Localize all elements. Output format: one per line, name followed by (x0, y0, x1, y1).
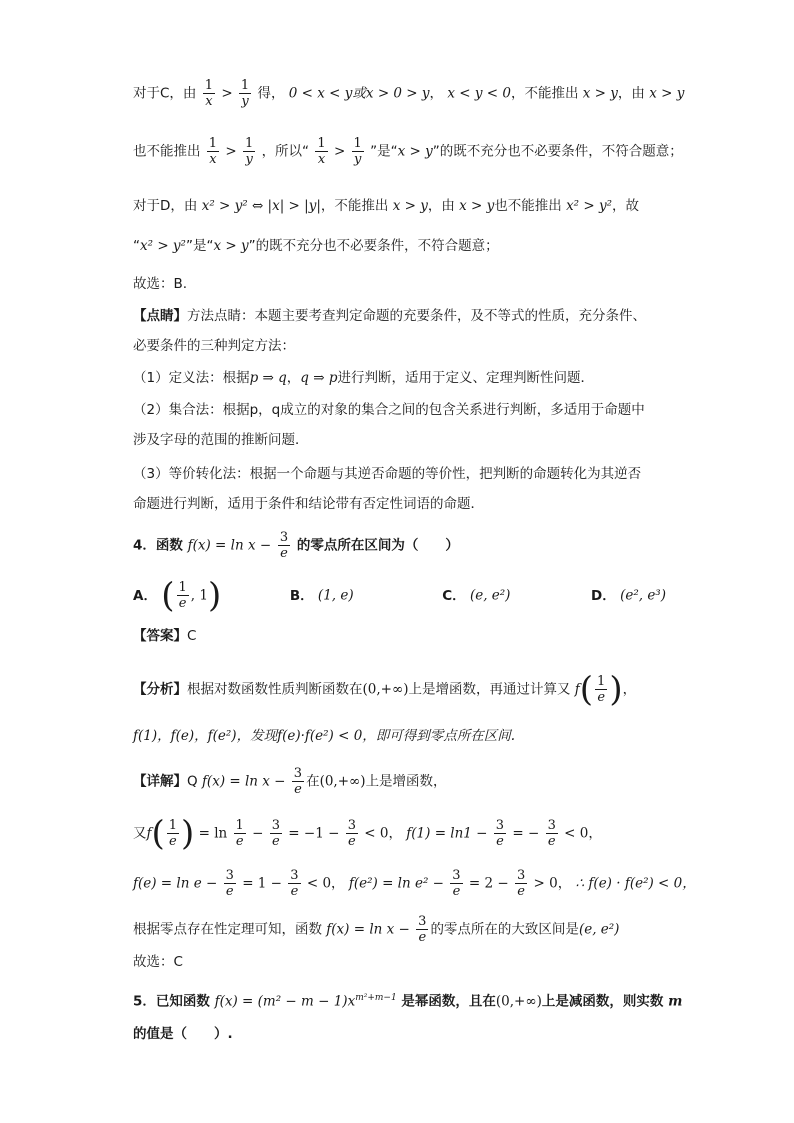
fraction-3-over-e: $\frac{3}{e}$ (279, 530, 289, 561)
detail-line-5: 故选：C (133, 954, 183, 970)
fraction-1-over-x: $\frac{1}{x}$ (204, 78, 214, 109)
note-tag: 【点睛】 (133, 308, 187, 324)
text: 对于C，由 (133, 85, 197, 102)
text-line-6: 【点睛】方法点睛：本题主要考查判定命题的充要条件，及不等式的性质，充分条件、 (133, 308, 646, 324)
analysis-line-2: f(1)，f(e)，f(e²)，发现f(e)·f(e²) < 0，即可得到零点所在区间. (133, 728, 516, 744)
option-c-value: (e, e²) (469, 587, 511, 604)
option-b-value: (1, e) (317, 587, 354, 604)
text-line-7: 必要条件的三种判定方法： (133, 338, 295, 354)
fraction: $\frac{3}{e}$ (452, 868, 461, 899)
fraction: $\frac{1}{x}$ (317, 136, 326, 167)
fraction: $\frac{1}{y}$ (244, 136, 254, 167)
text-line-8: （1）定义法：根据p ⇒ q，q ⇒ p进行判断，适用于定义、定理判断性问题． (133, 370, 594, 386)
analysis-tag: 【分析】 (133, 681, 187, 698)
fraction: $\frac{3}{e}$ (516, 868, 526, 899)
detail-tag: 【详解】 (133, 773, 187, 790)
fraction: $\frac{3}{e}$ (495, 818, 505, 849)
text-line-5: 故选：B. (133, 276, 188, 292)
fraction: $\frac{1}{x}$ (208, 136, 218, 167)
question-4: 4．函数 f(x) = ln x − $\frac{3}{e}$ 的零点所在区间为（ ） (133, 530, 459, 561)
text-line-3: 对于D，由 x² > y² ⇔ |x| > |y|，不能推出 x > y，由 x > y也不能推出 x² > y²，故 (133, 198, 640, 214)
question-5-line-2: 的值是（ ）. (133, 1026, 233, 1042)
fraction: $\frac{3}{e}$ (290, 868, 299, 899)
fraction: $\frac{1}{y}$ (353, 136, 362, 167)
fraction-1-over-y: $\frac{1}{y}$ (240, 78, 250, 109)
text-line-9: （2）集合法：根据p，q成立的对象的集合之间的包含关系进行判断，多适用于命题中 (133, 402, 645, 418)
text-line-11: （3）等价转化法：根据一个命题与其逆否命题的等价性，把判断的命题转化为其逆否 (133, 466, 642, 482)
fraction: $\frac{3}{e}$ (547, 818, 556, 849)
text-line-10: 涉及字母的范围的推断问题． (133, 432, 309, 448)
option-d-value: (e², e³) (620, 587, 666, 604)
text-line-1: 对于C，由 $\frac{1}{x}$ > $\frac{1}{y}$ 得， 0 < x < y或x > 0 > y， x < y < 0，不能推出 x > y，由 x > y (133, 78, 685, 109)
options-row: A． ( $\frac{1}{e}$ , 1) B． (1, e) C． (e, e²) D． (e², e³) (133, 575, 666, 616)
question-5: 5．已知函数 $f(x) = (m^2 - m - 1)x^{m^2+m-1}$ 是幂函数，且在(0,+∞)上是减函数，则实数 m (133, 993, 683, 1010)
analysis-line-1: 【分析】根据对数函数性质判断函数在(0,+∞)上是增函数，再通过计算又 f( $\frac{1}{e}$ )， (133, 669, 637, 710)
text-line-4: “x² > y²”是“x > y”的既不充分也不必要条件，不符合题意； (133, 238, 499, 254)
fraction: $\frac{3}{e}$ (271, 818, 280, 849)
text-line-12: 命题进行判断，适用于条件和结论带有否定性词语的命题． (133, 496, 484, 512)
detail-line-1: 【详解】Q f(x) = ln x − $\frac{3}{e}$ 在(0,+∞)上是增函数， (133, 766, 447, 797)
fraction: $\frac{1}{e}$ (178, 580, 187, 611)
option-a-label: A． (133, 587, 157, 604)
answer-tag: 【答案】 (133, 628, 187, 644)
answer-line: 【答案】C (133, 628, 197, 644)
option-b-label: B． (289, 587, 314, 604)
fraction: $\frac{1}{e}$ (168, 818, 178, 849)
detail-line-4: 根据零点存在性定理可知，函数 f(x) = ln x − $\frac{3}{e}$ 的零点所在的大致区间是(e, e²) (133, 914, 620, 945)
text-line-2: 也不能推出 $\frac{1}{x}$ > $\frac{1}{y}$ ，所以“ $\frac{1}{x}$ > $\frac{1}{y}$ ”是“x > y”的既不充分也不必要条件，不符合题意； (133, 136, 683, 167)
fraction: $\frac{3}{e}$ (418, 914, 427, 945)
detail-line-2: 又f( $\frac{1}{e}$ ) = ln $\frac{1}{e}$ − $\frac{3}{e}$ = −1 − $\frac{3}{e}$ < 0， f(1) = ln1 − $\frac{3}{e}$ = − $\frac{3}{e}$ < 0， (133, 813, 602, 854)
option-d-label: D． (591, 587, 616, 604)
option-c-label: C． (442, 587, 466, 604)
fraction: $\frac{3}{e}$ (293, 766, 303, 797)
fraction: $\frac{1}{e}$ (597, 674, 606, 705)
fraction: $\frac{1}{e}$ (235, 818, 244, 849)
detail-line-3: f(e) = ln e − $\frac{3}{e}$ = 1 − $\frac{3}{e}$ < 0， f(e²) = ln e² − $\frac{3}{e}$ = 2 − $\frac{3}{e}$ > 0， ∴ f(e) · f(e²) < 0， (133, 868, 696, 899)
fraction: $\frac{3}{e}$ (347, 818, 356, 849)
fraction: $\frac{3}{e}$ (225, 868, 234, 899)
